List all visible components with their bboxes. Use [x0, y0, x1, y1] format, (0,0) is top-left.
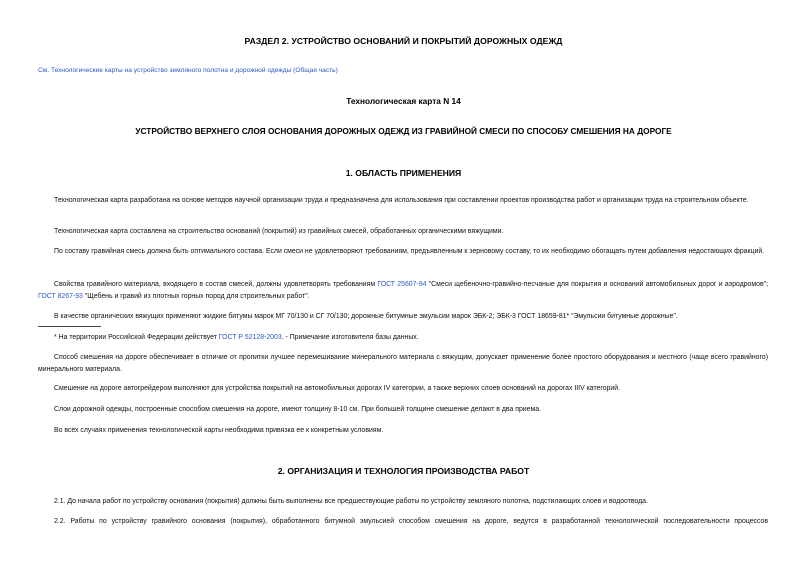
- paragraph-scope: Технологическая карта составлена на строительство оснований (покрытий) из гравийных смесей, обработанных органическими вяжущими.: [54, 228, 504, 235]
- footnote-text-2: . - Примечание изготовителя базы данных.: [281, 334, 419, 341]
- card-number: Технологическая карта N 14: [346, 96, 461, 106]
- paragraph-purpose: Технологическая карта разработана на основе методов научной организации труда и предназначена для использования при составлении проектов производства работ и организации труда на строительном объекте.: [54, 197, 749, 204]
- card-title: УСТРОЙСТВО ВЕРХНЕГО СЛОЯ ОСНОВАНИЯ ДОРОЖНЫХ ОДЕЖД ИЗ ГРАВИЙНОЙ СМЕСИ ПО СПОСОБУ СМЕШЕНИЯ НА ДОРОГЕ: [135, 126, 672, 136]
- material-text-2: "Смеси щебеночно-гравийно-песчаные для покрытия и оснований автомобильных дорог и аэродромов";: [426, 281, 768, 288]
- paragraph-2-1: 2.1. До начала работ по устройству основания (покрытия) должны быть выполнены все предшествующие работы по устройству земляного полотна, подстилающих слоев и водоотвода.: [54, 498, 648, 505]
- paragraph-binders: В качестве органических вяжущих применяют жидкие битумы марок МГ 70/130 и СГ 70/130; дорожные битумные эмульсии марок ЭБК-2; ЭБК-3 ГОСТ 18659-81* "Эмульсии битумные дорожные".: [54, 313, 678, 320]
- paragraph-mixing-method: Способ смешения на дороге обеспечивает в отличие от пропитки лучшее перемешивание минерального материала с вяжущим, допускает применение более простого оборудования и местного (чаще всего гравийного) минерального материала.: [38, 354, 768, 373]
- paragraph-grader-mixing: Смешение на дороге автогрейдером выполняют для устройства покрытий на автомобильных дорогах IV категории, а также верхних слоев оснований на дорогах IIIV категорий.: [54, 385, 621, 392]
- material-text-1: Свойства гравийного материала, входящего в состав смесей, должны удовлетворять требованиям: [54, 281, 378, 288]
- footnote-text-1: * На территории Российской Федерации действует: [54, 334, 219, 341]
- material-text-3: "Щебень и гравий из плотных горных пород для строительных работ".: [82, 292, 310, 300]
- see-general-part-link[interactable]: См. Технологические карты на устройство земляного полотна и дорожной одежды (Общая часть): [38, 67, 338, 74]
- section-1-heading: 1. ОБЛАСТЬ ПРИМЕНЕНИЯ: [345, 168, 462, 178]
- footnote-divider: [38, 326, 101, 327]
- paragraph-composition: По составу гравийная смесь должна быть оптимального состава. Если смеси не удовлетворяют требованиям, предъявленным к зерновому составу, то их необходимо обогащать путем добавления недостающих фракций.: [54, 248, 765, 255]
- gost-25607-link[interactable]: ГОСТ 25607-94: [377, 281, 427, 288]
- paragraph-layer-thickness: Слои дорожной одежды, построенные способом смешения на дороге, имеют толщину 8-10 см. При большей толщине смешение делают в два приема.: [54, 406, 541, 413]
- footnote: [38, 332, 768, 344]
- paragraph-local-binding: Во всех случаях применения технологической карты необходима привязка ее к конкретным условиям.: [54, 427, 384, 434]
- section-2-heading: 2. ОРГАНИЗАЦИЯ И ТЕХНОЛОГИЯ ПРОИЗВОДСТВА РАБОТ: [277, 466, 530, 476]
- paragraph-2-2: 2.2. Работы по устройству гравийного основания (покрытия), обработанного битумной эмульсией способом смешения на дороге, ведутся в разработанной технологической последовательности процессов: [54, 518, 768, 525]
- section-title: РАЗДЕЛ 2. УСТРОЙСТВО ОСНОВАНИЙ И ПОКРЫТИЙ ДОРОЖНЫХ ОДЕЖД: [244, 36, 563, 46]
- gost-8267-link[interactable]: ГОСТ 8267-93: [38, 292, 83, 300]
- gost-r-52128-link[interactable]: ГОСТ Р 52128-2003: [218, 334, 282, 341]
- paragraph-material-properties: [38, 279, 768, 302]
